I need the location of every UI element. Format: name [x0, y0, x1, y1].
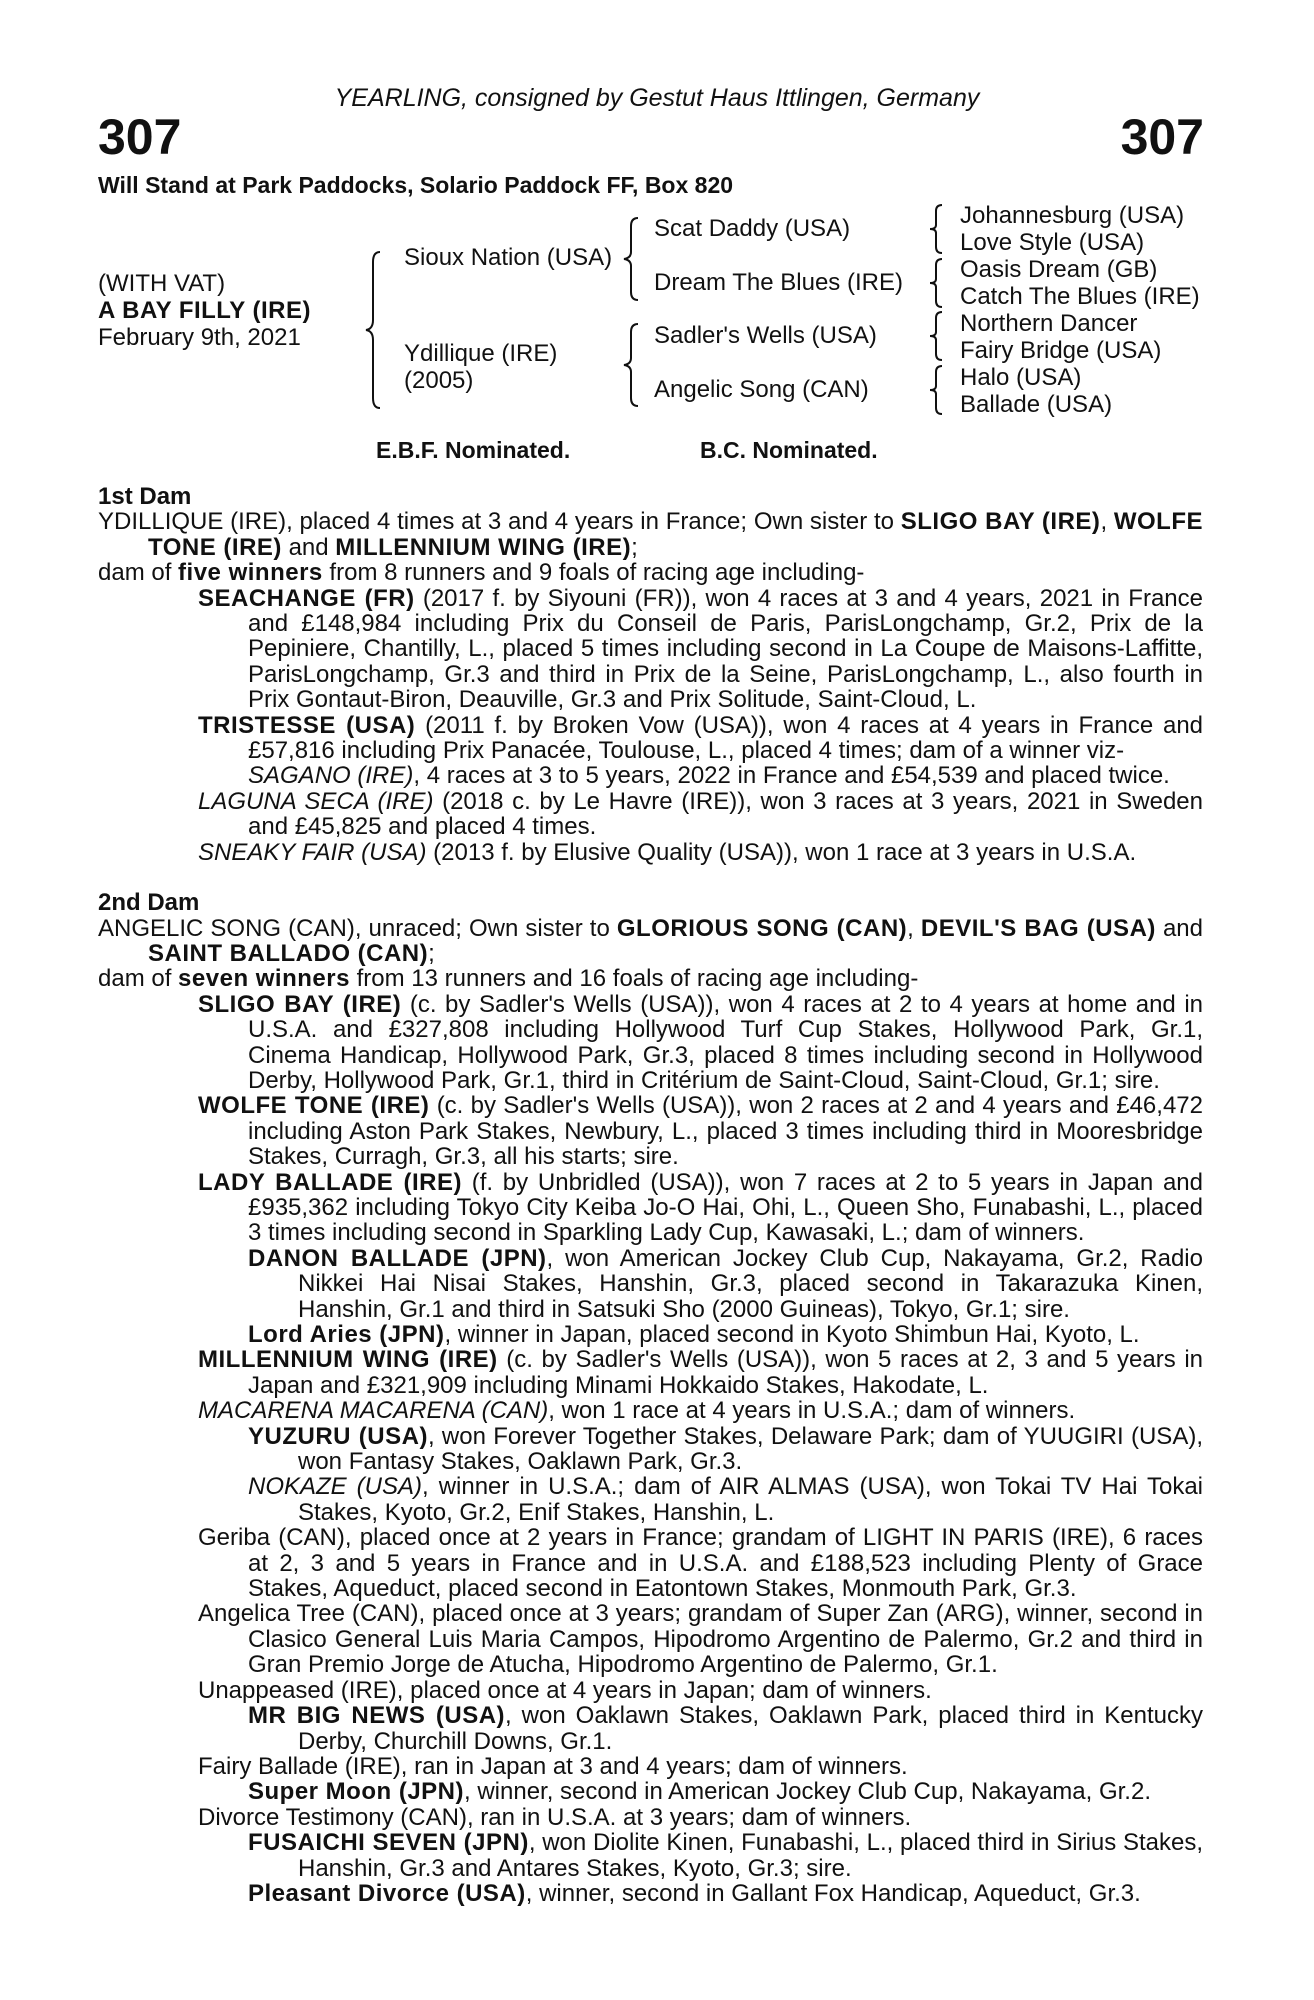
produce-text: (c. by Sadler's Wells (USA)), won 4 races at 2 to 4 years at home and in U.S.A. and £327,808 including Hollywood Turf Cup Stakes, Hollywood Park, Gr.1, Cinema Handicap, Hollywood Park, Gr.3, placed 8 times including second in Hollywood Derby, Hollywood Park, Gr.1, third in Critérium de Saint-Cloud, Saint-Cloud, Gr.1; sire. — [248, 990, 1203, 1094]
gen3-3: Oasis Dream (GB) — [960, 256, 1158, 283]
produce-name: SNEAKY FAIR (USA) — [198, 838, 427, 866]
first-dam-sibling-3: MILLENNIUM WING (IRE) — [335, 533, 632, 561]
first-dam-sibling-1: SLIGO BAY (IRE) — [900, 508, 1101, 536]
gen3-5: Northern Dancer — [960, 310, 1138, 337]
produce-entry — [98, 1525, 1203, 1601]
produce-entry — [98, 1754, 1203, 1779]
dam-year: (2005) — [404, 367, 474, 394]
produce-entry — [98, 1347, 1203, 1398]
sire-dam-bracket — [366, 250, 386, 410]
produce-name: Lord Aries (JPN) — [248, 1321, 445, 1348]
dam-name: Ydillique (IRE) — [404, 340, 558, 367]
sire-sire: Scat Daddy (USA) — [654, 215, 851, 242]
produce-name: Pleasant Divorce (USA) — [248, 1879, 526, 1907]
produce-text: , placed once at 2 years in France; grandam of LIGHT IN PARIS (IRE), 6 races at 2, 3 and 5 years in France and in U.S.A. and £188,523 including Plenty of Grace Stakes, Aqueduct, placed second in Eatontown Stakes, Monmouth Park, Gr.3. — [248, 1524, 1204, 1603]
dam-dam: Angelic Song (CAN) — [654, 376, 869, 403]
first-dam-sep-3: ; — [631, 533, 638, 561]
produce-entry — [98, 586, 1203, 713]
produce-text: , won American Jockey Club Cup, Nakayama, Gr.2, Radio Nikkei Hai Nisai Stakes, Hanshin, Gr.3, placed second in Takarazuka Kinen, Hanshin, Gr.1 and third in Satsuki Sho (2000 Guineas), Tokyo, Gr.1; sire. — [298, 1244, 1203, 1323]
produce-text: (c. by Sadler's Wells (USA)), won 2 races at 2 and 4 years and £46,472 including Aston Park Stakes, Newbury, L., placed 3 times including third in Mooresbridge Stakes, Curragh, Gr.3, all his starts; sire. — [248, 1092, 1203, 1171]
gen3-1: Johannesburg (USA) — [960, 202, 1185, 229]
produce-text: , placed once at 4 years in Japan; dam of winners. — [396, 1676, 932, 1704]
produce-text: (2017 f. by Siyouni (FR)), won 4 races at 3 and 4 years, 2021 in France and £148,984 including Prix du Conseil de Paris, ParisLongchamp, Gr.2, Prix de la Pepiniere, Chantilly, L., placed 5 times including second in La Coupe de Maisons-Laffitte, ParisLongchamp, Gr.3 and third in Prix de la Seine, ParisLongchamp, L., also fourth in Prix Gontaut-Biron, Deauville, Gr.3 and Prix Solitude, Saint-Cloud, L. — [248, 584, 1204, 714]
produce-entry — [98, 763, 1203, 788]
foaling-date: February 9th, 2021 — [98, 324, 301, 351]
produce-entry — [98, 1322, 1203, 1347]
produce-entry — [98, 789, 1203, 840]
produce-entry — [98, 1474, 1203, 1525]
produce-text: , ran in U.S.A. at 3 years; dam of winners. — [466, 1803, 912, 1831]
sire-bracket — [624, 216, 644, 302]
produce-name: FUSAICHI SEVEN (JPN) — [248, 1829, 529, 1857]
second-dam-damof-c: from 13 runners and 16 foals of racing age including- — [349, 965, 919, 993]
produce-name: DANON BALLADE (JPN) — [248, 1244, 547, 1272]
produce-name: Fairy Ballade (IRE) — [198, 1752, 401, 1780]
produce-name: WOLFE TONE (IRE) — [198, 1092, 430, 1120]
produce-entry — [98, 1170, 1203, 1246]
produce-name: LAGUNA SECA (IRE) — [198, 787, 434, 815]
first-dam-winners: five winners — [178, 559, 323, 587]
produce-entry — [98, 840, 1203, 865]
produce-entry — [98, 713, 1203, 764]
ebf-nominated: E.B.F. Nominated. — [376, 437, 571, 463]
first-dam-intro — [98, 509, 1203, 560]
second-dam-intro-text: ANGELIC SONG (CAN), unraced; Own sister to — [98, 914, 617, 942]
produce-entry — [98, 1830, 1203, 1881]
first-dam-heading: 1st Dam — [98, 483, 192, 510]
second-dam-sep-1: , — [907, 914, 921, 942]
produce-entry — [98, 1398, 1203, 1423]
first-dam-intro-text: YDILLIQUE (IRE), placed 4 times at 3 and 4 years in France; Own sister to — [98, 508, 901, 536]
produce-name: NOKAZE (USA) — [248, 1473, 423, 1501]
produce-text: , winner in U.S.A.; dam of AIR ALMAS (USA), won Tokai TV Hai Tokai Stakes, Kyoto, Gr.2, Enif Stakes, Hanshin, L. — [298, 1473, 1204, 1526]
produce-name: Angelica Tree (CAN) — [198, 1600, 419, 1628]
first-dam-produce-summary — [98, 560, 1203, 585]
produce-name: SLIGO BAY (IRE) — [198, 990, 402, 1018]
second-dam-sep-2: and — [1155, 914, 1203, 942]
gen3-8: Ballade (USA) — [960, 391, 1113, 418]
produce-entry — [98, 1601, 1203, 1677]
produce-entry — [98, 1805, 1203, 1830]
gen3-6: Fairy Bridge (USA) — [960, 337, 1162, 364]
produce-text: , winner in Japan, placed second in Kyoto Shimbun Hai, Kyoto, L. — [444, 1321, 1140, 1348]
second-dam-winners: seven winners — [178, 965, 350, 993]
second-dam-heading: 2nd Dam — [98, 889, 200, 917]
produce-text: , winner, second in Gallant Fox Handicap, Aqueduct, Gr.3. — [525, 1879, 1141, 1907]
produce-name: YUZURU (USA) — [248, 1422, 428, 1450]
produce-entry — [98, 1246, 1203, 1322]
second-dam-sibling-3: SAINT BALLADO (CAN) — [148, 939, 429, 967]
catalogue-body — [98, 484, 1203, 1906]
produce-entry — [98, 1093, 1203, 1169]
horse-name: A BAY FILLY (IRE) — [98, 297, 311, 324]
produce-text: (c. by Sadler's Wells (USA)), won 5 races at 2, 3 and 5 years in Japan and £321,909 including Minami Hokkaido Stakes, Hakodate, L. — [248, 1346, 1204, 1399]
produce-name: TRISTESSE (USA) — [198, 711, 416, 739]
produce-text: (2013 f. by Elusive Quality (USA)), won 1 race at 3 years in U.S.A. — [426, 838, 1137, 866]
produce-name: MILLENNIUM WING (IRE) — [198, 1346, 498, 1374]
gen3-4: Catch The Blues (IRE) — [960, 283, 1200, 310]
produce-text: , winner, second in American Jockey Club Cup, Nakayama, Gr.2. — [464, 1778, 1151, 1806]
gen3-2: Love Style (USA) — [960, 229, 1145, 256]
consignment-line: YEARLING, consigned by Gestut Haus Ittlingen, Germany — [334, 84, 980, 112]
sire-dam: Dream The Blues (IRE) — [654, 269, 903, 296]
produce-entry — [98, 1779, 1203, 1804]
bc-nominated: B.C. Nominated. — [700, 437, 878, 463]
produce-text: , ran in Japan at 3 and 4 years; dam of winners. — [400, 1752, 908, 1780]
sire-name: Sioux Nation (USA) — [404, 244, 613, 271]
produce-text: , won 1 race at 4 years in U.S.A.; dam of winners. — [548, 1397, 1076, 1425]
gen3-bracket-4 — [930, 364, 946, 416]
produce-text: (2018 c. by Le Havre (IRE)), won 3 races at 3 years, 2021 in Sweden and £45,825 and placed 4 times. — [248, 787, 1203, 841]
gen3-bracket-2 — [930, 257, 946, 309]
produce-name: SEACHANGE (FR) — [198, 584, 415, 612]
second-dam-intro — [98, 916, 1203, 967]
produce-name: SAGANO (IRE) — [248, 762, 414, 790]
produce-text: , won Diolite Kinen, Funabashi, L., placed third in Sirius Stakes, Hanshin, Gr.3 and Antares Stakes, Kyoto, Gr.3; sire. — [298, 1829, 1204, 1882]
produce-entry — [98, 1678, 1203, 1703]
second-dam-produce-summary — [98, 966, 1203, 991]
first-dam-sep-2: and — [281, 533, 336, 561]
vat-label: (WITH VAT) — [98, 270, 226, 297]
dam-sire: Sadler's Wells (USA) — [654, 322, 877, 349]
stand-location: Will Stand at Park Paddocks, Solario Paddock FF, Box 820 — [98, 172, 734, 198]
produce-text: (f. by Unbridled (USA)), won 7 races at 2 to 5 years in Japan and £935,362 including Tokyo City Keiba Jo-O Hai, Ohi, L., Queen Sho, Funabashi, L., placed 3 times including second in Sparkling Lady Cup, Kawasaki, L.; dam of winners. — [248, 1168, 1203, 1247]
produce-entry — [98, 1424, 1203, 1475]
produce-name: Unappeased (IRE) — [198, 1676, 397, 1704]
gen3-bracket-3 — [930, 310, 946, 362]
produce-entry — [98, 1881, 1203, 1906]
lot-number-left: 307 — [98, 109, 182, 165]
produce-name: LADY BALLADE (IRE) — [198, 1168, 463, 1196]
dam-bracket — [624, 322, 644, 408]
second-dam-damof-a: dam of — [98, 965, 179, 993]
gen3-bracket-1 — [930, 203, 946, 255]
produce-name: Geriba (CAN) — [198, 1524, 345, 1552]
first-dam-damof-c: from 8 runners and 9 foals of racing age including- — [322, 559, 865, 587]
second-dam-sibling-2: DEVIL'S BAG (USA) — [920, 914, 1156, 942]
first-dam-sibling-2: WOLFE TONE (IRE) — [148, 508, 1204, 561]
first-dam-sep-1: , — [1100, 508, 1114, 536]
first-dam-damof-a: dam of — [98, 559, 179, 587]
produce-text: , 4 races at 3 to 5 years, 2022 in France and £54,539 and placed twice. — [413, 762, 1170, 790]
produce-name: Super Moon (JPN) — [248, 1778, 464, 1806]
produce-entry — [98, 992, 1203, 1094]
produce-entry — [98, 1703, 1203, 1754]
produce-name: Divorce Testimony (CAN) — [198, 1803, 467, 1831]
gen3-7: Halo (USA) — [960, 364, 1082, 391]
produce-text: (2011 f. by Broken Vow (USA)), won 4 races at 4 years in France and £57,816 including Prix Panacée, Toulouse, L., placed 4 times; dam of a winner viz- — [248, 711, 1204, 765]
produce-text: , placed once at 3 years; grandam of Super Zan (ARG), winner, second in Clasico General Luis Maria Campos, Hipodromo Argentino de Palermo, Gr.2 and third in Gran Premio Jorge de Atucha, Hipodromo Argentino de Palermo, Gr.1. — [248, 1600, 1204, 1679]
second-dam-sibling-1: GLORIOUS SONG (CAN) — [616, 914, 908, 942]
lot-number-right: 307 — [1120, 109, 1204, 165]
second-dam-sep-3: ; — [428, 939, 435, 967]
produce-text: , won Forever Together Stakes, Delaware Park; dam of YUUGIRI (USA), won Fantasy Stakes, Oaklawn Park, Gr.3. — [298, 1422, 1203, 1476]
produce-name: MR BIG NEWS (USA) — [248, 1702, 506, 1730]
produce-name: MACARENA MACARENA (CAN) — [198, 1397, 549, 1425]
produce-text: , won Oaklawn Stakes, Oaklawn Park, placed third in Kentucky Derby, Churchill Downs, Gr.1. — [298, 1702, 1203, 1755]
